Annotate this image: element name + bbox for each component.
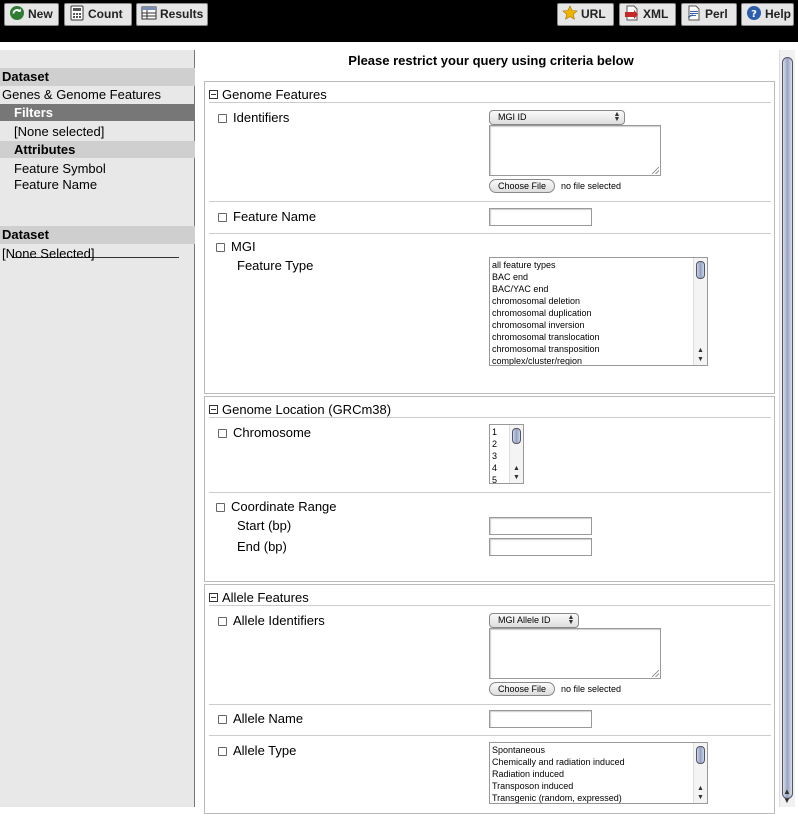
mgi-checkbox[interactable] — [216, 243, 225, 252]
identifiers-select[interactable] — [489, 110, 625, 125]
feature-name-label: Feature Name — [233, 209, 317, 224]
allele-identifiers-select[interactable] — [489, 613, 579, 628]
select-arrows-icon: ▲ ▼ — [613, 111, 621, 123]
allele-type-option[interactable]: Transgenic (random, expressed) — [492, 793, 622, 803]
allele-type-option[interactable]: Chemically and radiation induced — [492, 757, 625, 767]
feature-type-option[interactable]: chromosomal transposition — [492, 344, 600, 354]
allele-type-option[interactable]: Transposon induced — [492, 781, 574, 791]
dataset2-heading: Dataset — [0, 226, 195, 244]
scroll-arrows-icon[interactable]: ▲ ▼ — [697, 785, 704, 801]
new-button-label: New — [28, 7, 53, 21]
feature-type-option[interactable]: chromosomal translocation — [492, 332, 600, 342]
count-button[interactable] — [64, 3, 132, 26]
xml-button-label: XML — [643, 7, 669, 21]
collapse-icon[interactable] — [209, 90, 218, 99]
chromosome-option[interactable]: 5 — [492, 475, 498, 484]
scroll-thumb[interactable] — [512, 428, 521, 444]
genome-location-header[interactable] — [209, 402, 391, 417]
calculator-icon — [69, 5, 85, 21]
end-input[interactable] — [489, 538, 592, 556]
chromosome-option[interactable]: 2 — [492, 439, 498, 449]
url-button[interactable] — [557, 3, 614, 26]
collapse-icon[interactable] — [209, 405, 218, 414]
coordinate-range-checkbox[interactable] — [216, 503, 225, 512]
divider — [209, 492, 771, 493]
help-circle-icon — [746, 5, 762, 21]
scroll-arrows-icon[interactable]: ▲ ▼ — [513, 465, 520, 481]
refresh-arrow-icon — [9, 5, 25, 21]
feature-type-option[interactable]: complex/cluster/region — [492, 356, 583, 366]
dataset2-value[interactable]: [None Selected] — [2, 246, 95, 261]
xml-button[interactable] — [619, 3, 676, 26]
collapse-icon[interactable] — [209, 593, 218, 602]
select-arrows-icon: ▲ ▼ — [567, 614, 575, 626]
allele-identifiers-textarea[interactable] — [489, 628, 661, 679]
top-toolbar — [0, 0, 798, 42]
attribute-item: Feature Symbol — [14, 161, 106, 176]
identifiers-label: Identifiers — [233, 110, 290, 125]
allele-type-option[interactable]: Radiation induced — [492, 769, 565, 779]
chromosome-option[interactable]: 4 — [492, 463, 498, 473]
feature-type-option[interactable]: chromosomal inversion — [492, 320, 585, 330]
genome-features-heading: Genome Features — [222, 87, 327, 102]
filter-form — [196, 50, 778, 807]
feature-name-input[interactable] — [489, 208, 592, 226]
count-button-label: Count — [88, 7, 123, 21]
divider — [209, 417, 771, 418]
feature-type-option[interactable]: all feature types — [492, 260, 556, 270]
genome-features-section — [204, 81, 775, 394]
chromosome-scrollbar[interactable] — [509, 425, 523, 483]
svg-text:?: ? — [751, 9, 757, 20]
allele-type-list[interactable] — [489, 742, 708, 804]
mgi-label: MGI — [231, 239, 256, 254]
allele-features-heading: Allele Features — [222, 590, 309, 605]
left-summary-panel — [0, 50, 195, 807]
feature-type-scrollbar[interactable] — [693, 258, 707, 365]
page-title: Please restrict your query using criteria below — [348, 53, 634, 68]
attributes-link[interactable]: Attributes — [0, 141, 195, 158]
resize-grip-icon[interactable] — [652, 167, 659, 174]
chromosome-list[interactable] — [489, 424, 524, 484]
help-button-label: Help — [765, 7, 792, 21]
allele-type-scrollbar[interactable] — [693, 743, 707, 803]
choose-file-button[interactable]: Choose File — [489, 179, 555, 193]
divider — [209, 102, 771, 103]
allele-identifiers-checkbox[interactable] — [218, 617, 227, 626]
scroll-thumb[interactable] — [696, 746, 705, 764]
page-scrollbar[interactable] — [779, 50, 795, 807]
dataset-name[interactable]: Genes & Genome Features — [2, 87, 161, 102]
allele-identifiers-label: Allele Identifiers — [233, 613, 325, 628]
feature-name-checkbox[interactable] — [218, 213, 227, 222]
allele-type-checkbox[interactable] — [218, 747, 227, 756]
allele-name-label: Allele Name — [233, 711, 304, 726]
feature-type-option[interactable]: BAC/YAC end — [492, 284, 549, 294]
help-button[interactable] — [741, 3, 794, 26]
choose-file-button[interactable]: Choose File — [489, 682, 555, 696]
attribute-item: Feature Name — [14, 177, 98, 192]
allele-type-option[interactable]: Spontaneous — [492, 745, 546, 755]
page-scroll-thumb[interactable] — [782, 57, 793, 799]
chromosome-label: Chromosome — [233, 425, 312, 440]
allele-features-header[interactable] — [209, 590, 309, 605]
star-icon — [562, 5, 578, 21]
filters-link[interactable]: Filters — [0, 104, 195, 121]
chromosome-options[interactable] — [492, 426, 497, 484]
scroll-arrows-icon[interactable]: ▲ ▼ — [697, 347, 704, 363]
xml-document-icon — [624, 5, 640, 21]
feature-type-options[interactable] — [492, 259, 600, 366]
divider — [209, 201, 771, 202]
divider — [209, 735, 771, 736]
new-button[interactable] — [4, 3, 59, 26]
chromosome-option[interactable]: 1 — [492, 427, 498, 437]
divider — [209, 605, 771, 606]
end-label: End (bp) — [237, 539, 287, 554]
genome-location-section — [204, 396, 775, 582]
results-button[interactable] — [136, 3, 208, 26]
divider — [209, 233, 771, 234]
results-button-label: Results — [160, 7, 204, 21]
dataset-heading: Dataset — [0, 68, 195, 86]
identifiers-select-value: MGI ID — [498, 112, 527, 122]
allele-type-options[interactable] — [492, 744, 625, 804]
resize-grip-icon[interactable] — [652, 670, 659, 677]
feature-type-option[interactable]: BAC end — [492, 272, 529, 282]
file-status: no file selected — [561, 684, 622, 694]
feature-type-label: Feature Type — [237, 258, 314, 273]
chromosome-checkbox[interactable] — [218, 429, 227, 438]
genome-features-header[interactable] — [209, 87, 327, 102]
identifiers-textarea[interactable] — [489, 125, 661, 176]
allele-type-label: Allele Type — [233, 743, 297, 758]
genome-location-heading: Genome Location (GRCm38) — [222, 402, 392, 417]
divider — [209, 704, 771, 705]
feature-type-option[interactable]: chromosomal duplication — [492, 308, 592, 318]
perl-document-icon — [686, 5, 702, 21]
scroll-thumb[interactable] — [696, 261, 705, 279]
filters-value: [None selected] — [14, 124, 105, 139]
allele-identifiers-select-value: MGI Allele ID — [498, 615, 551, 625]
chromosome-option[interactable]: 3 — [492, 451, 498, 461]
file-status: no file selected — [561, 181, 622, 191]
start-label: Start (bp) — [237, 518, 292, 533]
allele-name-input[interactable] — [489, 710, 592, 728]
start-input[interactable] — [489, 517, 592, 535]
scroll-arrows-icon[interactable]: ▲ ▼ — [783, 787, 791, 805]
identifiers-checkbox[interactable] — [218, 114, 227, 123]
perl-button-label: Perl — [705, 7, 728, 21]
allele-name-checkbox[interactable] — [218, 715, 227, 724]
url-button-label: URL — [581, 7, 606, 21]
allele-features-section — [204, 584, 775, 814]
coordinate-range-label: Coordinate Range — [231, 499, 337, 514]
feature-type-list[interactable] — [489, 257, 708, 366]
feature-type-option[interactable]: chromosomal deletion — [492, 296, 581, 306]
table-icon — [141, 5, 157, 21]
perl-button[interactable] — [681, 3, 737, 26]
